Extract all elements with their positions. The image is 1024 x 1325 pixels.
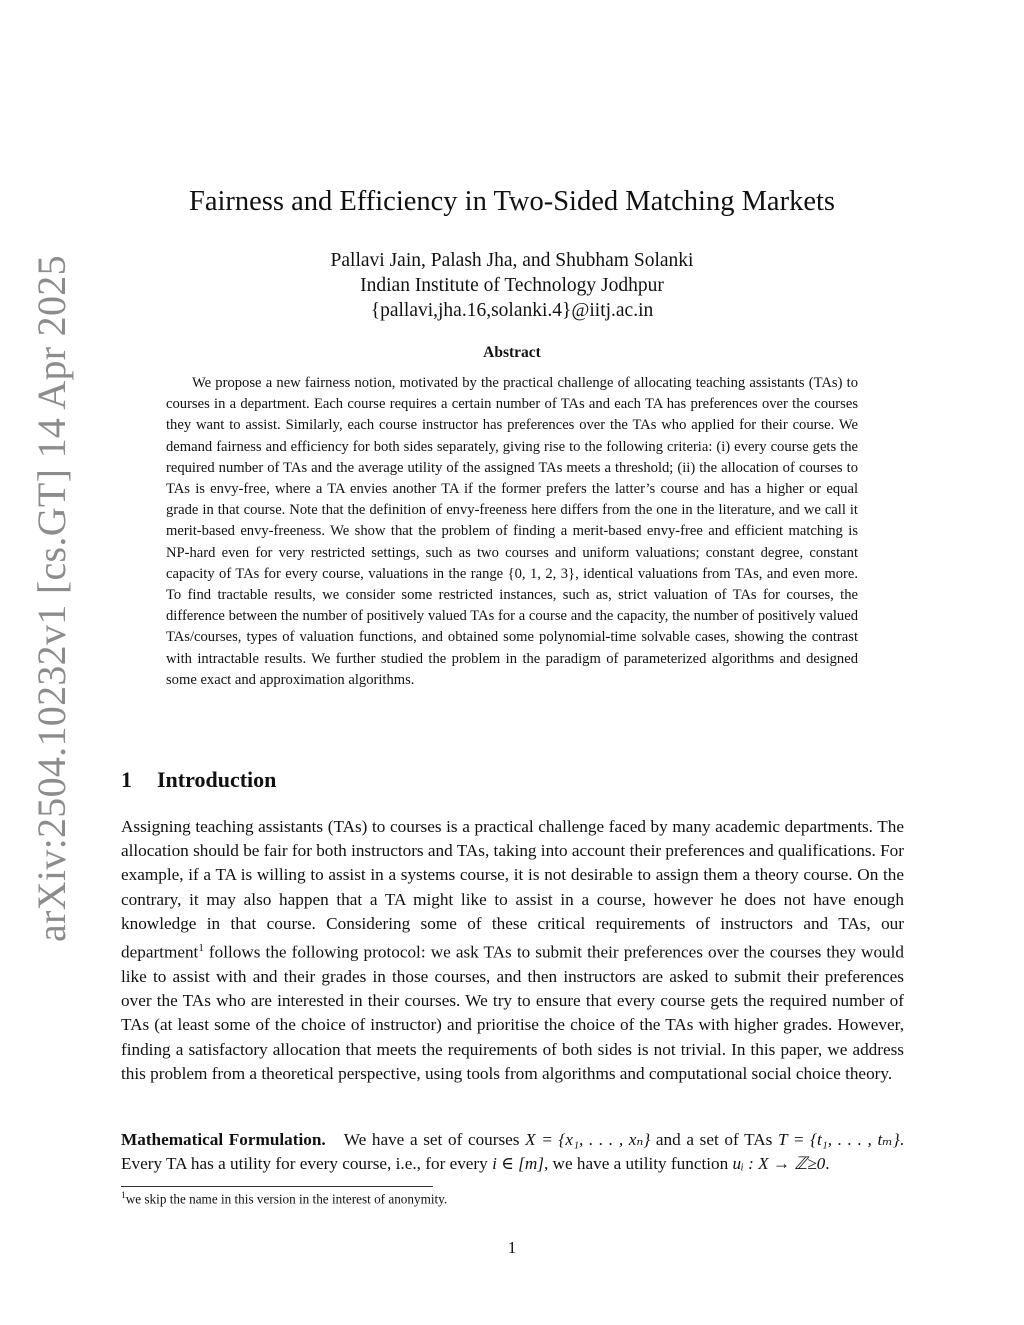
section-number: 1 [121,767,132,792]
author-email[interactable]: {pallavi,jha.16,solanki.4}@iitj.ac.in [370,300,654,321]
math-text-5: . [825,1154,830,1174]
math-formulation-label: Mathematical Formulation. [121,1130,326,1149]
author-affiliation: Indian Institute of Technology Jodhpur [360,275,664,296]
footnote-divider [121,1186,433,1187]
paper-title: Fairness and Efficiency in Two-Sided Matching Markets [189,186,835,217]
footnote-mark: 1 [121,1191,126,1201]
courses-set-expression: X = {x₁, . . . , xₙ} [525,1130,651,1149]
abstract-heading: Abstract [483,344,541,361]
tas-set-expression: T = {t₁, . . . , tₘ} [777,1130,900,1149]
author-block [0,248,1024,323]
introduction-paragraph [121,815,904,1086]
index-expression: i ∈ [m] [492,1154,544,1174]
footnote-reference[interactable]: 1 [198,942,204,955]
math-text-2: and a set of TAs [650,1130,778,1149]
intro-text-part-1: Assigning teaching assistants (TAs) to courses is a practical challenge faced by many academic departments. The allocation should be fair for both instructors and TAs, taking into account their preferences and qualifications. For example, if a TA is willing to assist in a systems course, it is not desirable to assign them a theory course. On the contrary, it may also happen that a TA might like to assist in a course, however he does not have enough knowledge in that course. Considering some of these critical requirements of instructors and TAs, our department [121,817,904,962]
footnote [121,1191,447,1207]
utility-function-expression: uᵢ : X → ℤ≥0 [732,1154,826,1174]
arxiv-stamp-container [28,255,76,942]
math-text-4: , we have a utility function [543,1154,733,1174]
math-text-1: We have a set of courses [343,1130,526,1149]
math-formulation-paragraph [121,1128,904,1176]
arxiv-identifier-stamp[interactable]: arXiv:2504.10232v1 [cs.GT] 14 Apr 2025 [29,255,74,942]
math-text-3: . Every TA has a utility for every course, i.e., for every [121,1130,904,1174]
footnote-text: we skip the name in this version in the interest of anonymity. [125,1191,448,1207]
abstract-paragraph: We propose a new fairness notion, motivated by the practical challenge of allocating teaching assistants (TAs) to courses in a department. Each course requires a certain number of TAs and each TA has preferences over the courses they want to assist. Similarly, each course instructor has preferences over the TAs who applied for their course. We demand fairness and efficiency for both sides separately, giving rise to the following criteria: (i) every course gets the required number of TAs and the average utility of the assigned TAs meets a threshold; (ii) the allocation of courses to TAs is envy-free, where a TA envies another TA if the former prefers the latter’s course and has a higher or equal grade in that course. Note that the definition of envy-freeness here differs from the one in the literature, and we call it merit-based envy-freeness. We show that the problem of finding a merit-based envy-free and efficient matching is NP-hard even for very restricted settings, such as two courses and uniform valuations; constant degree, constant capacity of TAs for every course, valuations in the range {0, 1, 2, 3}, identical valuations from TAs, and even more. To find tractable results, we consider some restricted instances, such as, strict valuation of TAs for courses, the difference between the number of positively valued TAs for a course and the capacity, the number of positively valued TAs/courses, types of valuation functions, and obtained some polynomial-time solvable cases, showing the contrast with intractable results. We further studied the problem in the paradigm of parameterized algorithms and designed some exact and approximation algorithms. [166,375,858,688]
section-title: Introduction [157,767,277,792]
author-names: Pallavi Jain, Palash Jha, and Shubham Solanki [330,250,694,271]
page-number: 1 [507,1238,517,1257]
abstract-body [166,373,858,691]
intro-text-part-2: follows the following protocol: we ask TAs to submit their preferences over the courses they would like to assist with and their grades in those courses, and then instructors are asked to submit their preferences over the TAs who are interested in their courses. We try to ensure that every course gets the required number of TAs (at least some of the choice of instructor) and prioritise the choice of the TAs with higher grades. However, finding a satisfactory allocation that meets the requirements of both sides is not trivial. In this paper, we address this problem from a theoretical perspective, using tools from algorithms and computational social choice theory. [121,942,904,1083]
section-heading-introduction [121,767,276,793]
